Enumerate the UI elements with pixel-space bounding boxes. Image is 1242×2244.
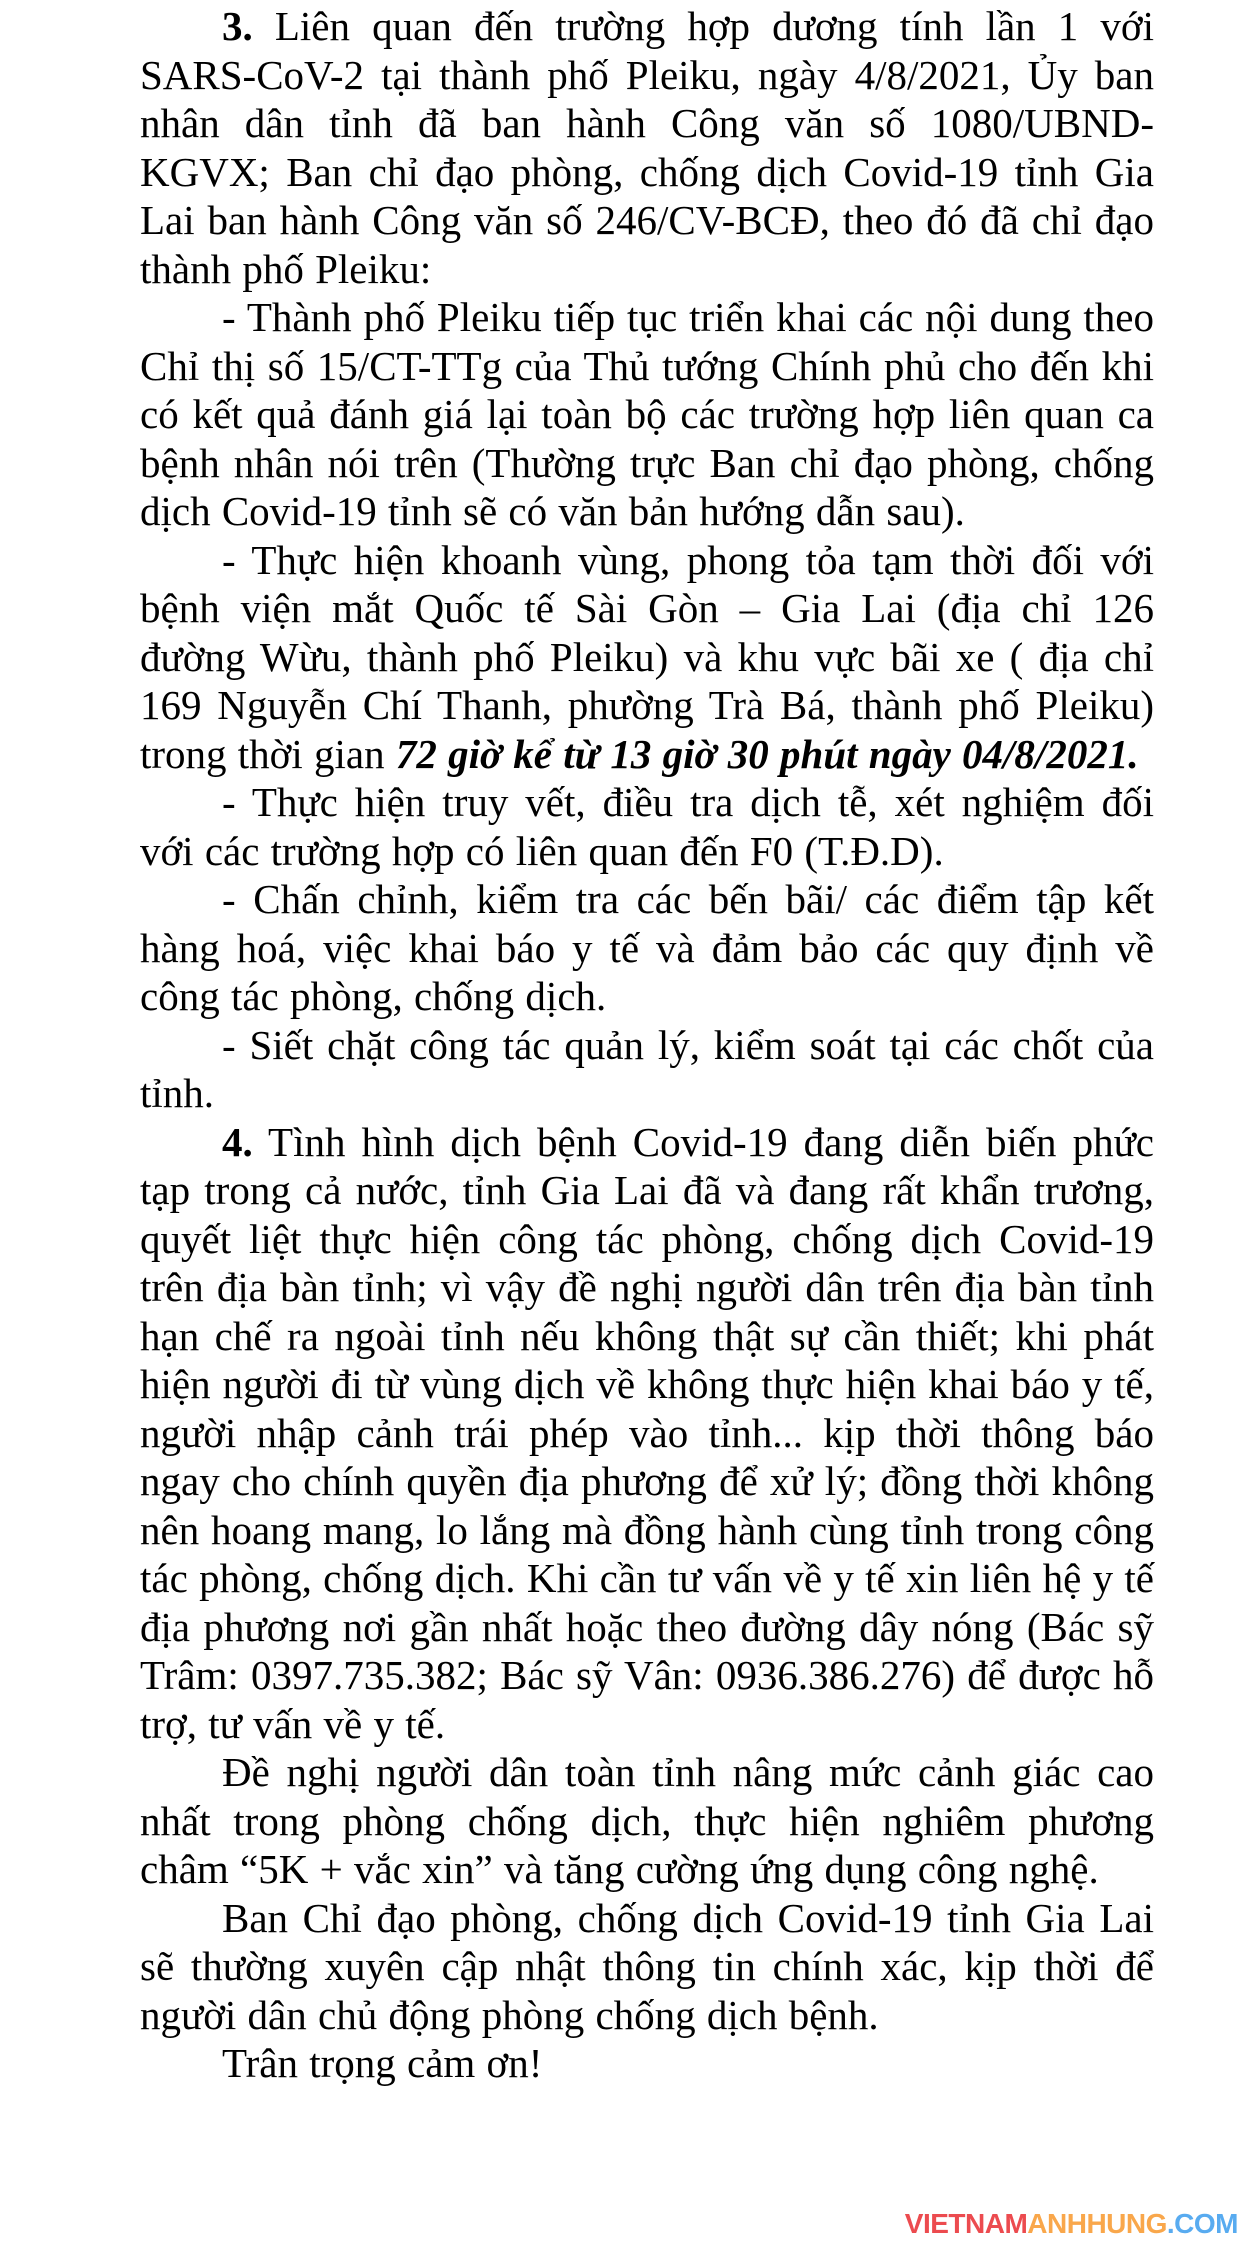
paragraph-text: Trân trọng cảm ơn! <box>222 2040 543 2086</box>
paragraph-text: - Chấn chỉnh, kiểm tra các bến bãi/ các điểm tập kết hàng hoá, việc khai báo y tế và đảm bảo các quy định về công tác phòng, chống dịch. <box>140 876 1154 1019</box>
paragraph-inspection <box>140 875 1154 1021</box>
paragraph-text: - Thành phố Pleiku tiếp tục triển khai các nội dung theo Chỉ thị số 15/CT-TTg của Thủ tướng Chính phủ cho đến khi có kết quả đánh giá lại toàn bộ các trường hợp liên quan ca bệnh nhân nói trên (Thường trực Ban chỉ đạo phòng, chống dịch Covid-19 tỉnh sẽ có văn bản hướng dẫn sau). <box>140 294 1154 534</box>
watermark-part-anhhung: ANHHUNG <box>1027 2208 1167 2239</box>
paragraph-section-4 <box>140 1118 1154 1749</box>
watermark-part-com: .COM <box>1166 2208 1238 2239</box>
paragraph-lockdown-zones <box>140 536 1154 779</box>
paragraph-checkpoints <box>140 1021 1154 1118</box>
paragraph-text: - Thực hiện truy vết, điều tra dịch tễ, xét nghiệm đối với các trường hợp có liên quan đến F0 (T.Đ.D). <box>140 779 1154 874</box>
paragraph-closing-thanks <box>140 2039 1154 2088</box>
paragraph-text: - Siết chặt công tác quản lý, kiểm soát tại các chốt của tỉnh. <box>140 1021 1154 1116</box>
paragraph-pleiku-directive <box>140 293 1154 536</box>
watermark-part-vietnam: VIETNAM <box>904 2208 1028 2239</box>
watermark-vietnamanhhung <box>905 2210 1238 2238</box>
paragraph-text: - Thực hiện khoanh vùng, phong tỏa tạm thời đối với bệnh viện mắt Quốc tế Sài Gòn – Gia Lai (địa chỉ 126 đường Wừu, thành phố Pleiku) và khu vực bãi xe ( địa chỉ 169 Nguyễn Chí Thanh, phường Trà Bá, thành phố Pleiku) trong thời gian <box>140 536 1154 777</box>
section-number: 4. <box>222 1118 253 1165</box>
section-number: 3. <box>222 3 253 49</box>
paragraph-info-updates <box>140 1894 1154 2040</box>
paragraph-text: Tình hình dịch bệnh Covid-19 đang diễn biến phức tạp trong cả nước, tỉnh Gia Lai đã và đang rất khẩn trương, quyết liệt thực hiện công tác phòng, chống dịch Covid-19 trên địa bàn tỉnh; vì vậy đề nghị người dân trên địa bàn tỉnh hạn chế ra ngoài tỉnh nếu không thật sự cần thiết; khi phát hiện người đi từ vùng dịch về không thực hiện khai báo y tế, người nhập cảnh trái phép vào tỉnh... kịp thời thông báo ngay cho chính quyền địa phương để xử lý; đồng thời không nên hoang mang, lo lắng mà đồng hành cùng tỉnh trong công tác phòng, chống dịch. Khi cần tư vấn về y tế xin liên hệ y tế địa phương nơi gần nhất hoặc theo đường dây nóng (Bác sỹ Trâm: 0397.735.382; Bác sỹ Vân: 0936.386.276) để được hỗ trợ, tư vấn về y tế. <box>140 1118 1154 1747</box>
paragraph-section-3 <box>140 2 1154 293</box>
paragraph-contact-tracing <box>140 778 1154 875</box>
lockdown-duration: 72 giờ kể từ 13 giờ 30 phút ngày 04/8/2021. <box>395 730 1139 777</box>
paragraph-text: Ban Chỉ đạo phòng, chống dịch Covid-19 tỉnh Gia Lai sẽ thường xuyên cập nhật thông tin chính xác, kịp thời để người dân chủ động phòng chống dịch bệnh. <box>140 1894 1154 2038</box>
paragraph-text: Đề nghị người dân toàn tỉnh nâng mức cảnh giác cao nhất trong phòng chống dịch, thực hiện nghiêm phương châm “5K + vắc xin” và tăng cường ứng dụng công nghệ. <box>140 1749 1154 1892</box>
paragraph-public-appeal <box>140 1748 1154 1894</box>
paragraph-text: Liên quan đến trường hợp dương tính lần 1 với SARS-CoV-2 tại thành phố Pleiku, ngày 4/8/2021, Ủy ban nhân dân tỉnh đã ban hành Công văn số 1080/UBND-KGVX; Ban chỉ đạo phòng, chống dịch Covid-19 tỉnh Gia Lai ban hành Công văn số 246/CV-BCĐ, theo đó đã chỉ đạo thành phố Pleiku: <box>140 3 1154 292</box>
